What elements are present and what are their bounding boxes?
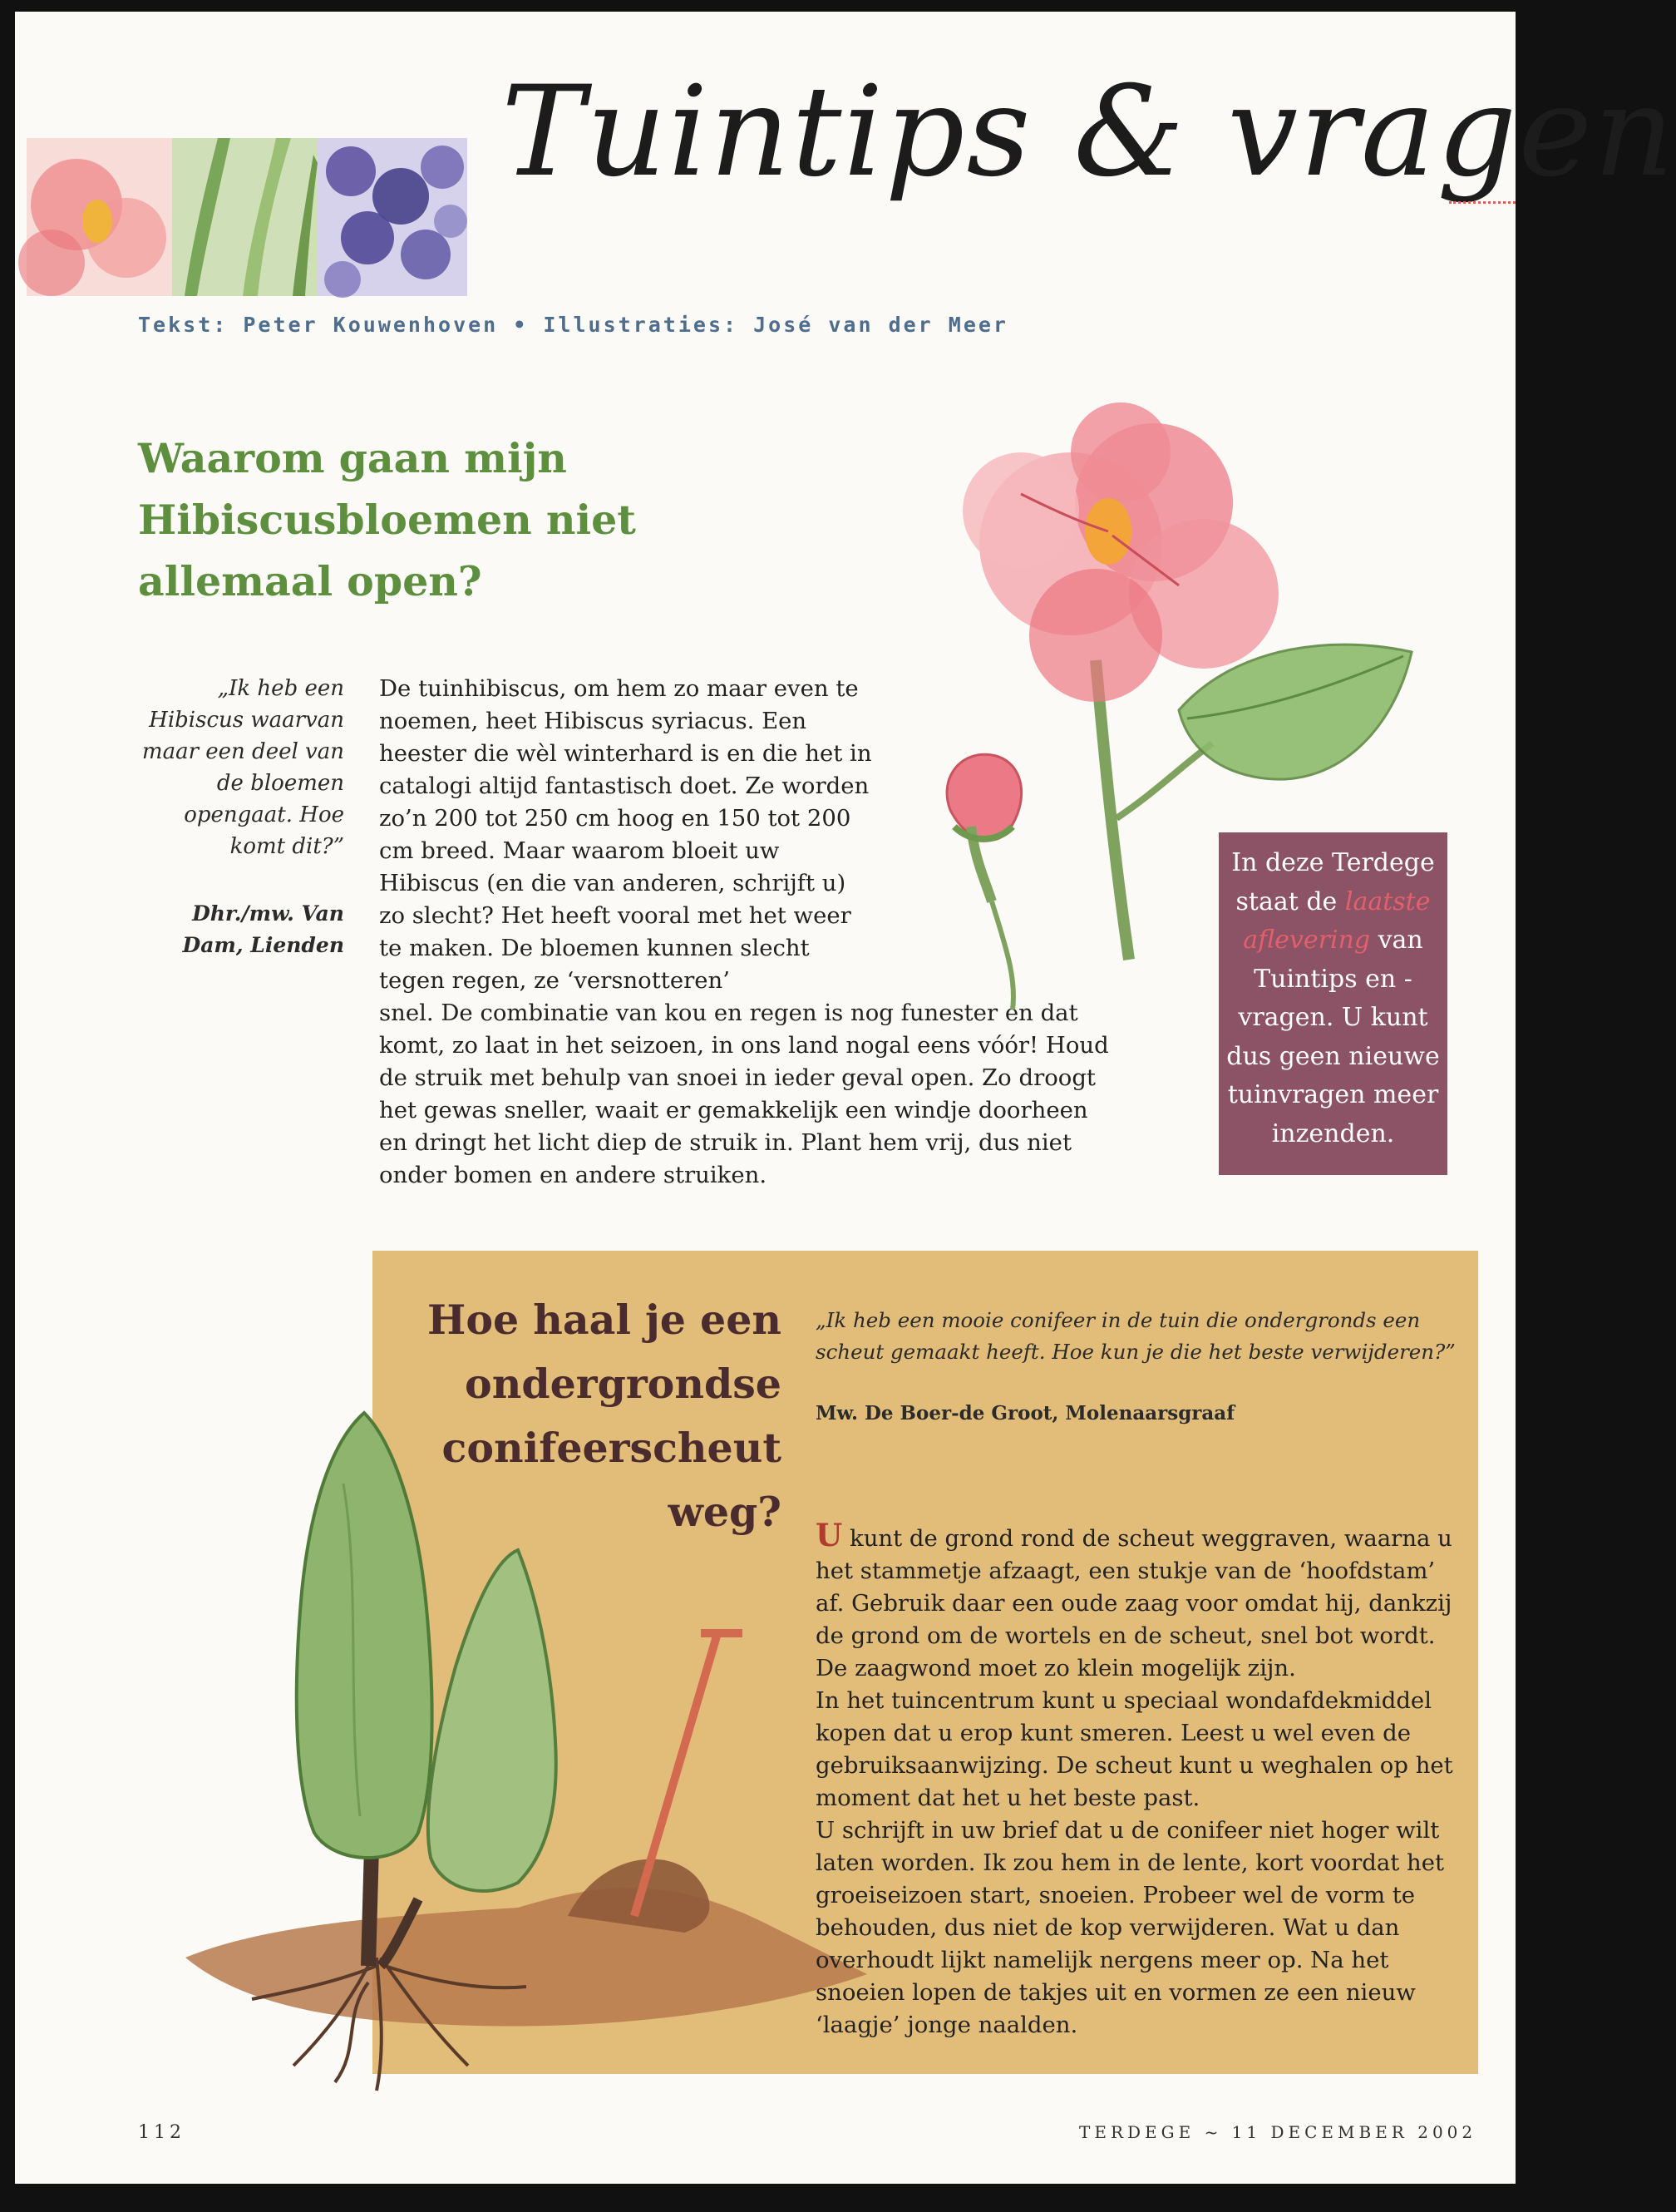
dropcap: U [816, 1517, 843, 1553]
article1-heading: Waarom gaan mijn Hibiscusbloemen niet allemaal open? [138, 434, 636, 605]
page-number: 112 [138, 2122, 185, 2143]
article2-body [816, 1517, 1460, 2042]
notice-text-before: In deze Terdege staat de [1231, 848, 1435, 916]
article1-body-part1: De tuinhibiscus, om hem zo maar even te noemen, heet Hibiscus syriacus. Een heester die wèl winterhard is en die het in catalogi altijd fantastisch doet. Ze worden zo’n 200 tot 250 cm hoog en 150 tot 200 cm breed. Maar waarom bloeit uw Hibiscus (en die van anderen, schrijft u) zo slecht? Het heeft vooral met het weer te maken. De bloemen kunnen slecht tegen regen, ze ‘versnotteren’ [379, 675, 872, 994]
article2-author: Mw. De Boer-de Groot, Molenaarsgraaf [816, 1402, 1235, 1424]
credits-line: Tekst: Peter Kouwenhoven • Illustraties: José van der Meer [138, 313, 1008, 337]
article2-para2: In het tuincentrum kunt u speciaal wondafdekmiddel kopen dat u erop kunt smeren. Leest u wel even de gebruiksaanwijzing. De scheut kunt u weghalen op het moment dat het u het beste past. [816, 1687, 1453, 1811]
article2-para1-text: kunt de grond rond de scheut weggraven, waarna u het stammetje afzaagt, een stukje van de ‘hoofdstam’ af. Gebruik daar een oude zaag voor omdat hij, dankzij de grond om de wortels en de scheut, snel bot wordt. De zaagwond moet zo klein mogelijk zijn. [816, 1525, 1452, 1681]
notice-highlight: laatste aflevering [1243, 886, 1431, 955]
article1-question: „Ik heb een Hibiscus waarvan maar een deel van de bloemen opengaat. Hoe komt dit?” [141, 676, 344, 859]
watercolor-banner-image [27, 138, 467, 296]
article1-author: Dhr./mw. Van Dam, Lienden [182, 901, 344, 957]
magazine-page [15, 12, 1676, 2184]
page-title: Tuintips & vragen [501, 60, 1676, 205]
article1-body-part2: snel. De combinatie van kou en regen is nog funester en dat komt, zo laat in het seizoen, in ons land nogal eens vóór! Houd de struik met behulp van snoei in ieder geval open. Zo droogt het gewas sneller, waait er gemakkelijk een windje doorheen en dringt het licht diep de struik in. Plant hem vrij, dus niet onder bomen en andere struiken. [379, 1000, 1109, 1188]
notice-box [1219, 832, 1447, 1175]
article2-para3: U schrijft in uw brief dat u de conifeer niet hoger wilt laten worden. Ik zou hem in de lente, kort voordat het groeiseizoen start, snoeien. Probeer wel de vorm te behouden, dus niet de kop verwijderen. Wat u dan overhoudt lijkt namelijk nergens meer op. Na het snoeien lopen de takjes uit en vormen ze een nieuw ‘laagje’ jonge naalden. [816, 1817, 1445, 2038]
publication-line: TERDEGE ~ 11 DECEMBER 2002 [1079, 2122, 1477, 2142]
article2-question: „Ik heb een mooie conifeer in de tuin die ondergronds een scheut gemaakt heeft. Hoe kun je die het beste verwijderen?” [816, 1308, 1456, 1364]
title-divider [1449, 201, 1516, 204]
article2-para1 [816, 1517, 1460, 1685]
notice-text-after: van Tuintips en -vragen. U kunt dus geen nieuwe tuinvragen meer inzenden. [1226, 926, 1440, 1148]
article2-heading: Hoe haal je een ondergrondse conifeerscheut weg? [427, 1296, 781, 1536]
